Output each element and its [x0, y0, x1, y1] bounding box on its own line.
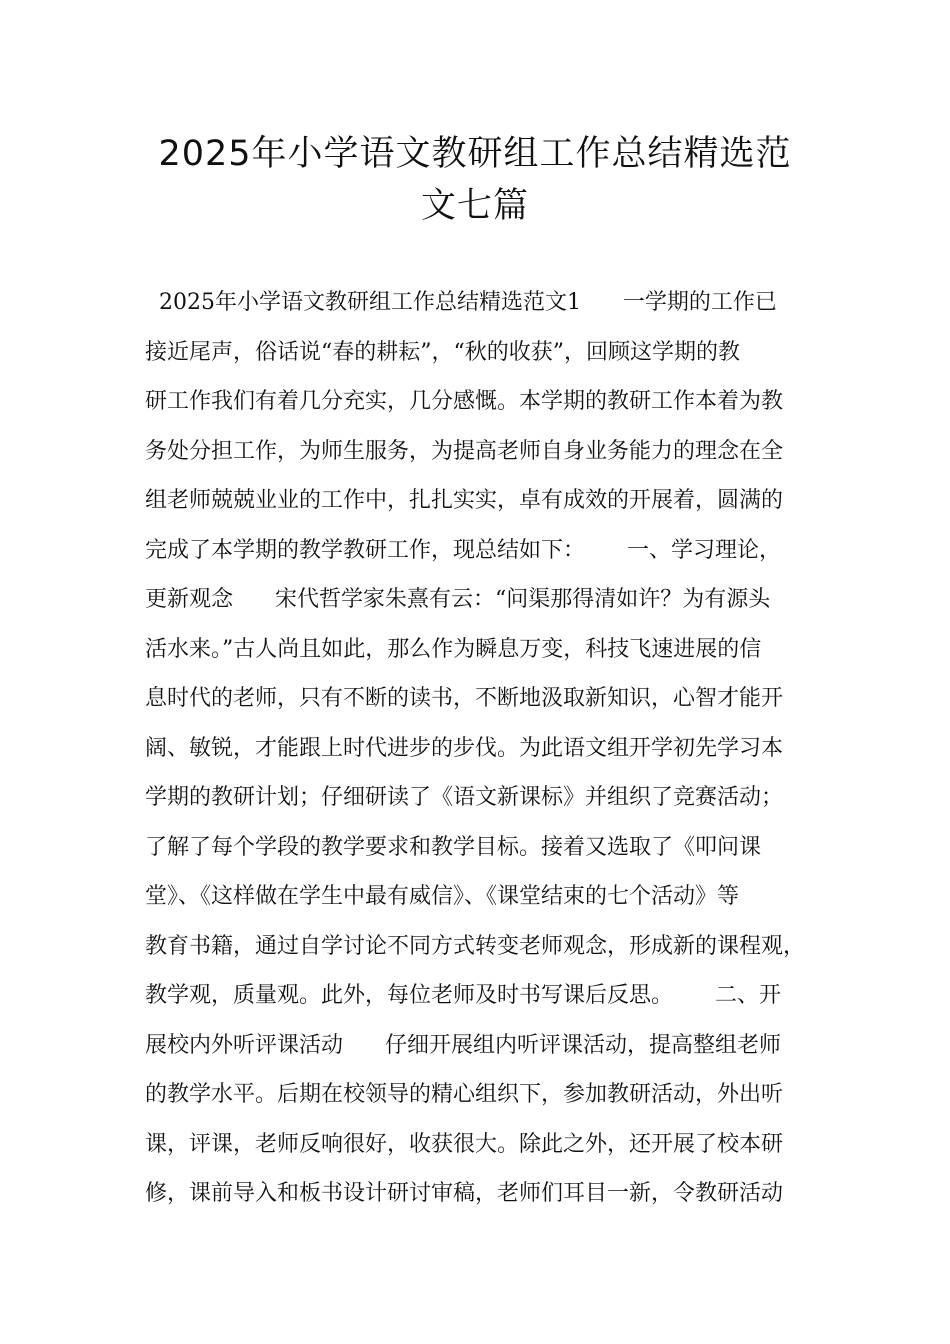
body-line-17: 的教学水平。后期在校领导的精心组织下，参加教研活动，外出听: [145, 1082, 784, 1107]
body-line-15: 教学观，质量观。此外，每位老师及时书写课后反思。 二、开: [145, 983, 781, 1008]
body-line-3: 研工作我们有着几分充实，几分感慨。本学期的教研工作本着为教: [145, 389, 784, 414]
body-line-13: 堂》、《这样做在学生中最有威信》、《课堂结束的七个活动》等: [145, 884, 740, 909]
body-line-11: 学期的教研计划；仔细研读了《语文新课标》并组织了竞赛活动；: [145, 785, 784, 810]
body-line-14: 教育书籍，通过自学讨论不同方式转变老师观念，形成新的课程观，: [145, 933, 806, 959]
body-line-16: 展校内外听评课活动 仔细开展组内听评课活动，提高整组老师: [145, 1032, 781, 1058]
title-line-1: 2025年小学语文教研组工作总结精选范: [158, 134, 792, 174]
body-line-5: 组老师兢兢业业的工作中，扎扎实实，卓有成效的开展着，圆满的: [145, 488, 784, 513]
body-line-8: 活水来。”古人尚且如此，那么作为瞬息万变，科技飞速进展的信: [145, 636, 762, 662]
body-line-7: 更新观念 宋代哲学家朱熹有云：“问渠那得清如许？为有源头: [145, 587, 771, 612]
body-line-1: 2025年小学语文教研组工作总结精选范文1 一学期的工作已: [145, 290, 777, 315]
body-line-19: 修，课前导入和板书设计研讨审稿，老师们耳目一新，令教研活动: [145, 1181, 784, 1206]
body-line-9: 息时代的老师，只有不断的读书，不断地汲取新知识，心智才能开: [145, 686, 784, 711]
body-line-4: 务处分担工作，为师生服务，为提高老师自身业务能力的理念在全: [145, 438, 784, 464]
body-line-12: 了解了每个学段的教学要求和教学目标。接着又选取了《叩问课: [145, 834, 762, 860]
document-title: [120, 128, 830, 232]
body-line-18: 课，评课，老师反响很好，收获很大。除此之外，还开展了校本研: [145, 1131, 784, 1157]
document-body: [145, 278, 835, 1219]
body-line-2: 接近尾声，俗话说“春的耕耘”，“秋的收获”，回顾这学期的教: [145, 339, 740, 365]
body-line-10: 阔、敏锐，才能跟上时代进步的步伐。为此语文组开学初先学习本: [145, 735, 784, 761]
title-line-2: 文七篇: [420, 186, 529, 226]
body-line-6: 完成了本学期的教学教研工作，现总结如下： 一、学习理论，: [145, 537, 781, 563]
